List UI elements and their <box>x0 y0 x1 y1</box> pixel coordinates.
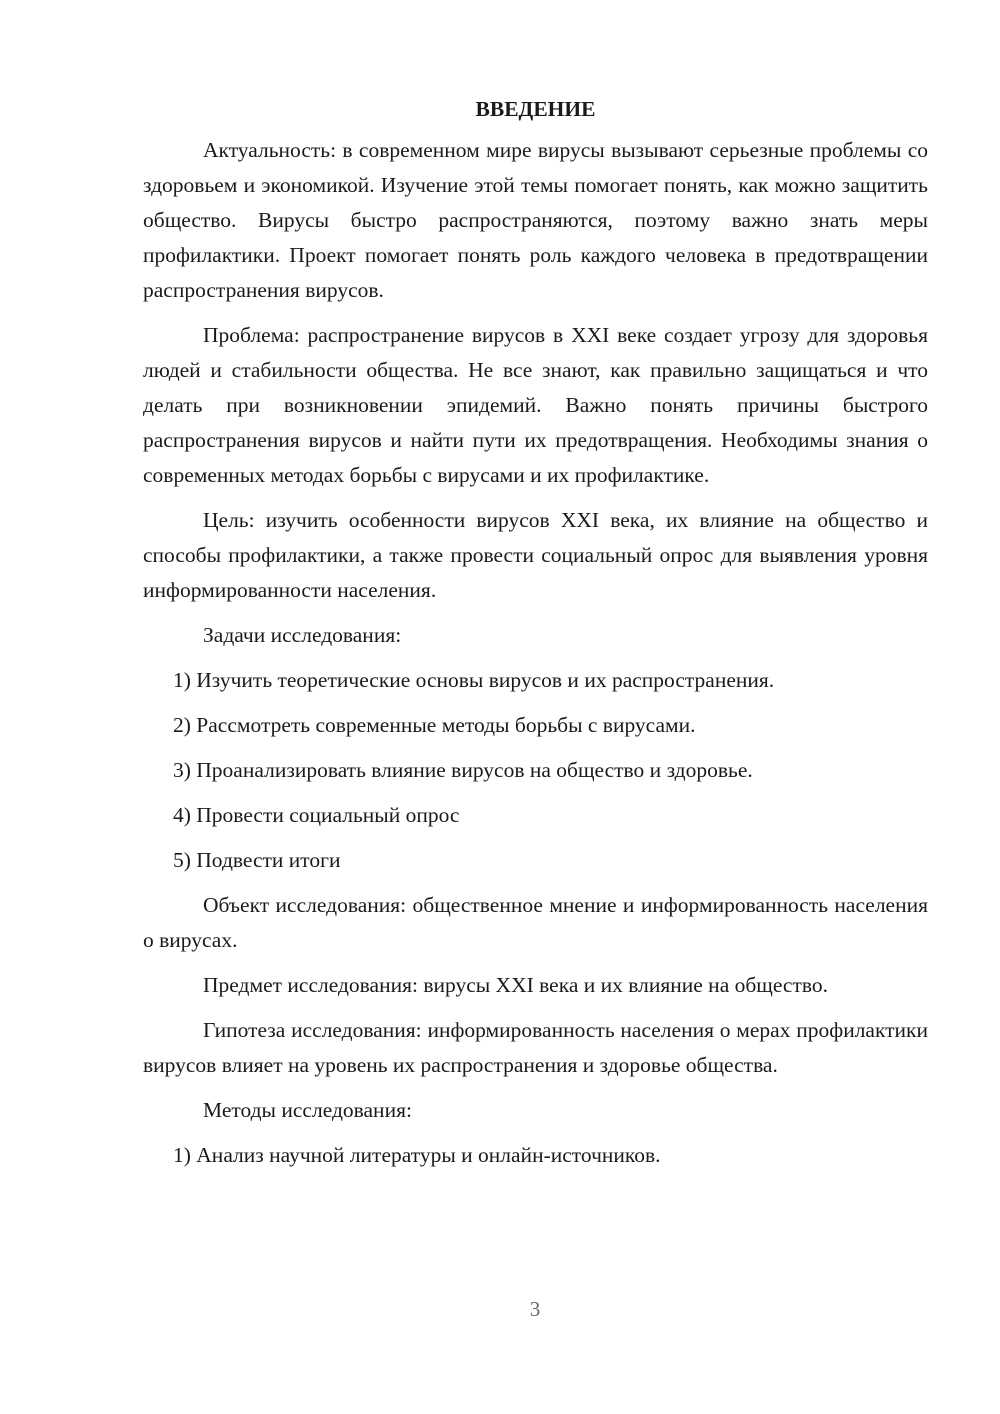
list-item: 2) Рассмотреть современные методы борьбы с вирусами. <box>173 713 696 737</box>
subject-paragraph: Предмет исследования: вирусы XXI века и их влияние на общество. <box>203 973 829 997</box>
relevance-paragraph: Актуальность: в современном мире вирусы вызывают серьезные проблемы со здоровьем и экономикой. Изучение этой темы помогает понять, как можно защитить общество. Вирусы быстро распространяются, поэтому важно знать меры профилактики. Проект помогает понять роль каждого человека в предотвращении распространения вирусов. <box>143 138 928 302</box>
list-item: 1) Анализ научной литературы и онлайн-источников. <box>173 1143 661 1167</box>
tasks-list <box>143 663 928 878</box>
goal-paragraph: Цель: изучить особенности вирусов XXI века, их влияние на общество и способы профилактики, а также провести социальный опрос для выявления уровня информированности населения. <box>143 508 928 602</box>
tasks-heading: Задачи исследования: <box>203 623 402 647</box>
page-number: 3 <box>529 1297 541 1321</box>
hypothesis-paragraph: Гипотеза исследования: информированность населения о мерах профилактики вирусов влияет на уровень их распространения и здоровье общества. <box>143 1018 928 1077</box>
object-paragraph: Объект исследования: общественное мнение и информированность населения о вирусах. <box>143 893 928 952</box>
list-item: 1) Изучить теоретические основы вирусов и их распространения. <box>173 668 775 692</box>
methods-heading: Методы исследования: <box>203 1098 412 1122</box>
list-item: 5) Подвести итоги <box>173 848 341 872</box>
page-title: ВВЕДЕНИЕ <box>475 97 596 121</box>
list-item: 3) Проанализировать влияние вирусов на общество и здоровье. <box>173 758 753 782</box>
list-item: 4) Провести социальный опрос <box>173 803 460 827</box>
methods-list <box>143 1138 928 1173</box>
document-page <box>143 92 928 1183</box>
problem-paragraph: Проблема: распространение вирусов в XXI веке создает угрозу для здоровья людей и стабильности общества. Не все знают, как правильно защищаться и что делать при возникновении эпидемий. Важно понять причины быстрого распространения вирусов и найти пути их предотвращения. Необходимы знания о современных методах борьбы с вирусами и их профилактике. <box>143 323 928 487</box>
